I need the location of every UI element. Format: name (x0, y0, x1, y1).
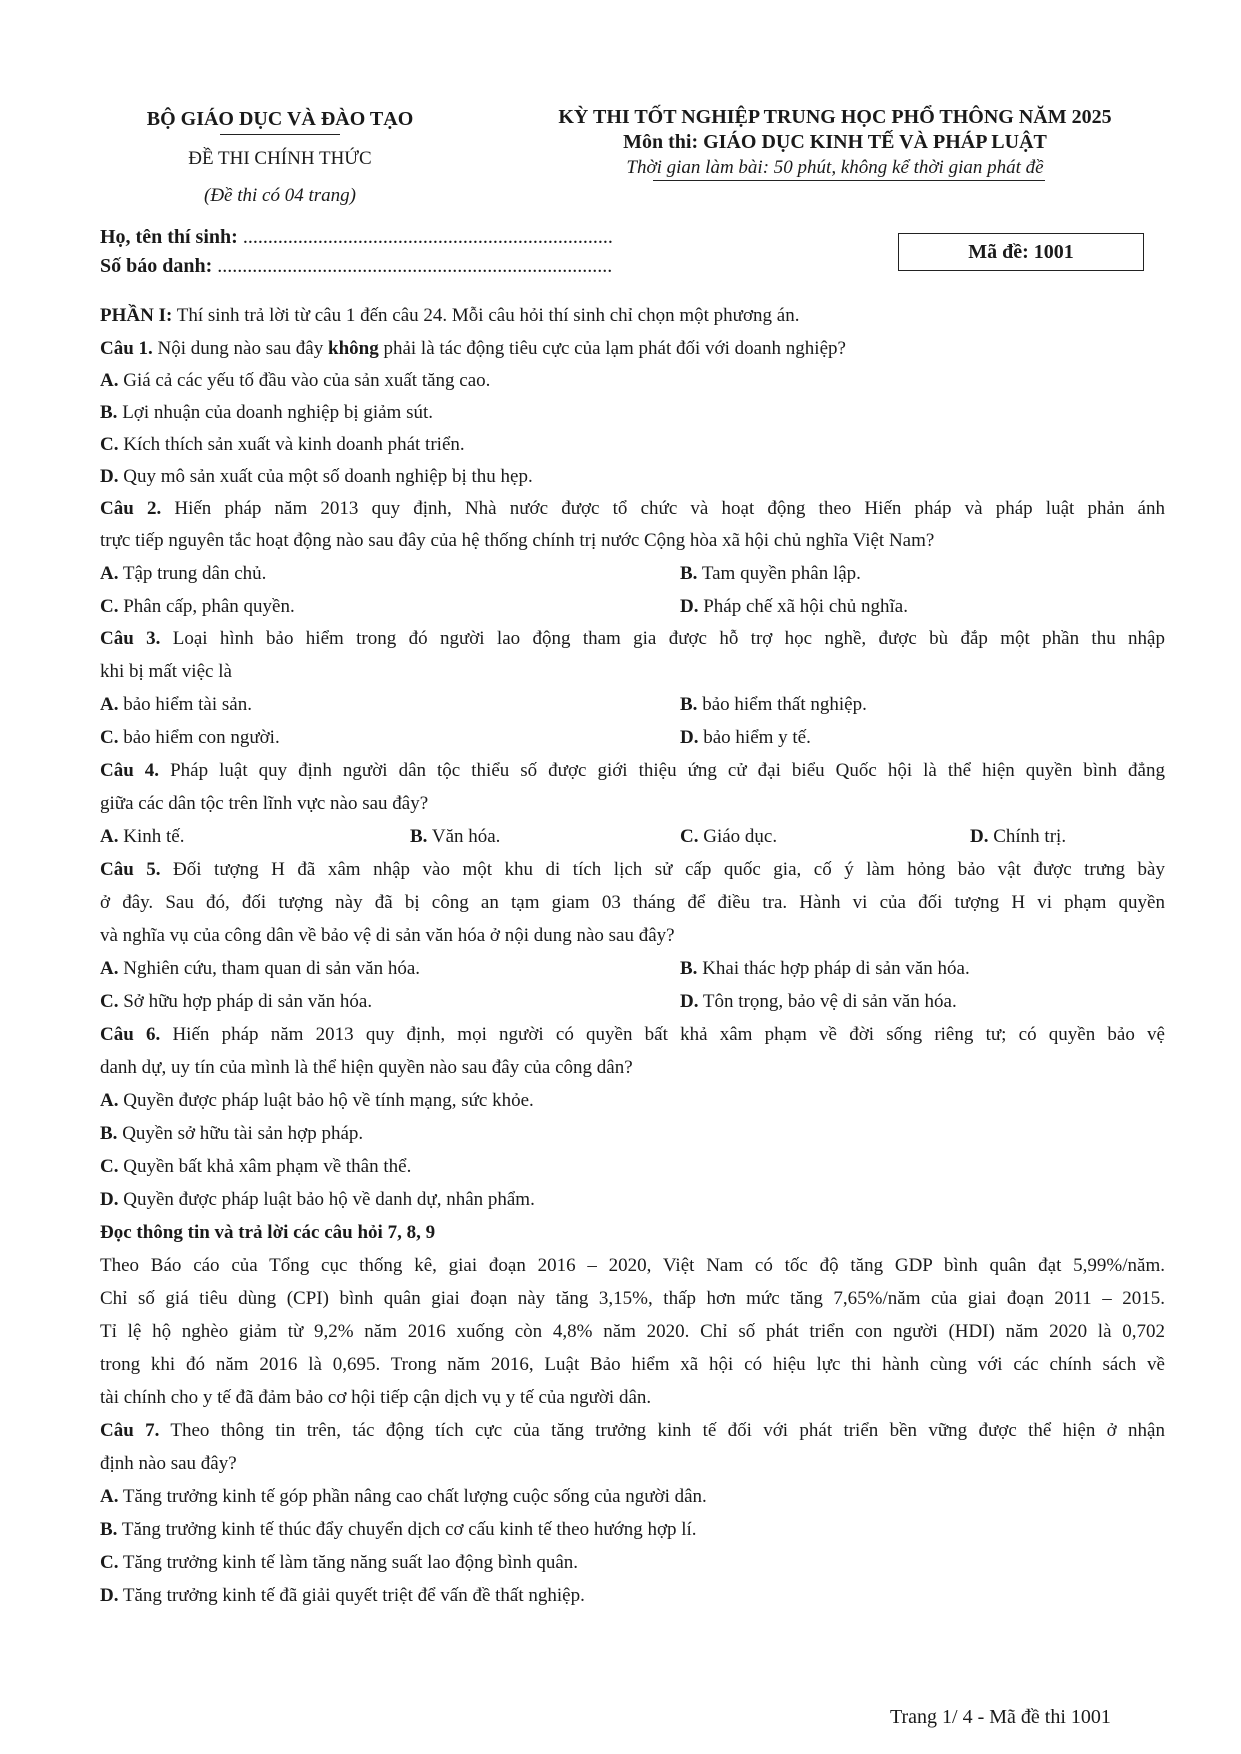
option-text: Sở hữu hợp pháp di sản văn hóa. (118, 991, 373, 1012)
option-letter: B. (680, 958, 698, 979)
option-letter: C. (100, 727, 119, 748)
option-letter: C. (100, 596, 119, 617)
q2-option-d (680, 596, 908, 618)
exam-code-box: Mã đề: 1001 (898, 233, 1144, 271)
time-underline (653, 180, 1045, 181)
q2-option-a (100, 563, 266, 585)
candidate-id-label: Số báo danh: (100, 255, 213, 277)
question-3-line-1 (100, 628, 1165, 650)
q5-option-d (680, 991, 957, 1013)
option-text: Giáo dục. (698, 826, 778, 847)
q2-option-b (680, 563, 861, 585)
reading-line-4: trong khi đó năm 2016 là 0,695. Trong năm 2016, Luật Bảo hiểm xã hội có hiệu lực thi hành cùng với các chính sách về (100, 1354, 1165, 1375)
q7-option-a (100, 1486, 707, 1508)
question-number: Câu 5. (100, 859, 161, 880)
option-text: Tam quyền phân lập. (697, 563, 861, 584)
option-text: bảo hiểm thất nghiệp. (697, 694, 867, 715)
q3-option-a (100, 694, 252, 716)
question-4-line-2: giữa các dân tộc trên lĩnh vực nào sau đây? (100, 793, 429, 814)
question-5-line-2: ở đây. Sau đó, đối tượng này đã bị công an tạm giam 03 tháng để điều tra. Hành vi của đối tượng H vi phạm quyền (100, 892, 1165, 913)
q4-option-c (680, 826, 777, 848)
question-text: Nội dung nào sau đây (152, 338, 328, 359)
header-left (120, 108, 440, 207)
option-letter: C. (680, 826, 699, 847)
option-letter: D. (970, 826, 989, 847)
question-text: Hiến pháp năm 2013 quy định, Nhà nước được tổ chức và hoạt động theo Hiến pháp và pháp luật phản ánh (161, 498, 1165, 519)
option-text: Quyền được pháp luật bảo hộ về danh dự, nhân phẩm. (118, 1189, 535, 1210)
option-letter: B. (410, 826, 428, 847)
candidate-name-dots: .......................................................................... (237, 226, 613, 248)
question-2-line-2: trực tiếp nguyên tắc hoạt động nào sau đây của hệ thống chính trị nước Cộng hòa xã hội chủ nghĩa Việt Nam? (100, 530, 935, 551)
candidate-name-line (100, 226, 613, 249)
option-letter: A. (100, 1090, 119, 1111)
reading-line-1: Theo Báo cáo của Tổng cục thống kê, giai đoạn 2016 – 2020, Việt Nam có tốc độ tăng GDP bình quân đạt 5,99%/năm. (100, 1255, 1165, 1276)
option-text: Giá cả các yếu tố đầu vào của sản xuất tăng cao. (118, 370, 491, 391)
option-letter: A. (100, 958, 119, 979)
question-3-line-2: khi bị mất việc là (100, 661, 232, 682)
reading-line-5: tài chính cho y tế đã đảm bảo cơ hội tiếp cận dịch vụ y tế của người dân. (100, 1387, 652, 1408)
option-text: bảo hiểm con người. (118, 727, 280, 748)
reading-line-3: Tỉ lệ hộ nghèo giảm từ 9,2% năm 2016 xuống còn 4,8% năm 2020. Chỉ số phát triển con người (HDI) năm 2020 là 0,702 (100, 1321, 1165, 1342)
option-letter: D. (100, 1189, 119, 1210)
option-text: Tập trung dân chủ. (118, 563, 267, 584)
ministry-underline (220, 134, 340, 135)
option-letter: D. (100, 466, 119, 487)
option-letter: D. (680, 991, 699, 1012)
q6-option-b (100, 1123, 363, 1145)
option-text: Khai thác hợp pháp di sản văn hóa. (697, 958, 970, 979)
question-7-line-2: định nào sau đây? (100, 1453, 237, 1474)
part1-text: Thí sinh trả lời từ câu 1 đến câu 24. Mỗi câu hỏi thí sinh chỉ chọn một phương án. (172, 305, 800, 326)
option-text: Nghiên cứu, tham quan di sản văn hóa. (118, 958, 421, 979)
option-letter: D. (680, 596, 699, 617)
candidate-name-label: Họ, tên thí sinh: (100, 226, 238, 248)
q2-option-c (100, 596, 295, 618)
option-letter: B. (100, 402, 118, 423)
option-letter: B. (100, 1519, 118, 1540)
q3-option-c (100, 727, 280, 749)
q6-option-a (100, 1090, 534, 1112)
option-text: bảo hiểm y tế. (698, 727, 811, 748)
page-footer: Trang 1/ 4 - Mã đề thi 1001 (890, 1706, 1111, 1728)
option-letter: C. (100, 991, 119, 1012)
q7-option-c (100, 1552, 578, 1574)
option-text: Kích thích sản xuất và kinh doanh phát triển. (118, 434, 465, 455)
q1-option-c (100, 434, 465, 456)
question-number: Câu 6. (100, 1024, 161, 1045)
option-text: Phân cấp, phân quyền. (118, 596, 295, 617)
option-text: Tăng trưởng kinh tế thúc đẩy chuyển dịch cơ cấu kinh tế theo hướng hợp lí. (117, 1519, 697, 1540)
candidate-id-line (100, 255, 612, 278)
part1-instruction (100, 305, 799, 327)
question-text: phải là tác động tiêu cực của lạm phát đối với doanh nghiệp? (378, 338, 846, 359)
q6-option-d (100, 1189, 535, 1211)
question-emphasis: không (328, 338, 379, 359)
official-label: ĐỀ THI CHÍNH THỨC (188, 148, 372, 169)
question-2-line-1 (100, 498, 1165, 520)
option-letter: B. (680, 694, 698, 715)
question-text: Đối tượng H đã xâm nhập vào một khu di tích lịch sử cấp quốc gia, cố ý làm hỏng bảo vật được trưng bày (160, 859, 1165, 880)
q1-option-d (100, 466, 533, 488)
question-number: Câu 3. (100, 628, 161, 649)
question-number: Câu 1. (100, 338, 153, 359)
time-line: Thời gian làm bài: 50 phút, không kể thời gian phát đề (626, 157, 1044, 178)
q3-option-d (680, 727, 811, 749)
option-letter: D. (100, 1585, 119, 1606)
header-right (505, 106, 1165, 181)
subject-line: Môn thi: GIÁO DỤC KINH TẾ VÀ PHÁP LUẬT (623, 131, 1047, 153)
option-letter: A. (100, 563, 119, 584)
q7-option-b (100, 1519, 697, 1541)
option-text: Quy mô sản xuất của một số doanh nghiệp bị thu hẹp. (118, 466, 533, 487)
question-6-line-1 (100, 1024, 1165, 1046)
option-text: bảo hiểm tài sản. (118, 694, 252, 715)
option-letter: A. (100, 826, 119, 847)
q5-option-b (680, 958, 970, 980)
question-4-line-1 (100, 760, 1165, 782)
option-letter: A. (100, 370, 119, 391)
question-text: Hiến pháp năm 2013 quy định, mọi người có quyền bất khả xâm phạm về đời sống riêng tư; có quyền bảo vệ (160, 1024, 1165, 1045)
question-number: Câu 2. (100, 498, 162, 519)
ministry-name: BỘ GIÁO DỤC VÀ ĐÀO TẠO (146, 108, 414, 130)
option-letter: B. (680, 563, 698, 584)
part1-label: PHẦN I: (100, 305, 173, 326)
option-letter: D. (680, 727, 699, 748)
question-1 (100, 338, 846, 360)
option-text: Tôn trọng, bảo vệ di sản văn hóa. (698, 991, 957, 1012)
option-letter: C. (100, 1552, 119, 1573)
question-text: Loại hình bảo hiểm trong đó người lao động tham gia được hỗ trợ học nghề, được bù đắp một phần thu nhập (160, 628, 1165, 649)
question-text: Pháp luật quy định người dân tộc thiểu số được giới thiệu ứng cử đại biểu Quốc hội là thể hiện quyền bình đẳng (159, 760, 1165, 781)
option-letter: A. (100, 694, 119, 715)
question-6-line-2: danh dự, uy tín của mình là thể hiện quyền nào sau đây của công dân? (100, 1057, 633, 1078)
option-text: Tăng trưởng kinh tế đã giải quyết triệt để vấn đề thất nghiệp. (118, 1585, 585, 1606)
option-letter: C. (100, 1156, 119, 1177)
page-count-note: (Đề thi có 04 trang) (204, 185, 356, 206)
option-text: Chính trị. (988, 826, 1067, 847)
option-text: Lợi nhuận của doanh nghiệp bị giảm sút. (117, 402, 434, 423)
reading-line-2: Chỉ số giá tiêu dùng (CPI) bình quân giai đoạn này tăng 3,15%, thấp hơn mức tăng 7,65%/năm của giai đoạn 2011 – 2015. (100, 1288, 1165, 1309)
exam-title: KỲ THI TỐT NGHIỆP TRUNG HỌC PHỔ THÔNG NĂM 2025 (558, 106, 1112, 128)
option-letter: B. (100, 1123, 118, 1144)
q5-option-a (100, 958, 420, 980)
q5-option-c (100, 991, 372, 1013)
question-text: Theo thông tin trên, tác động tích cực của tăng trưởng kinh tế đối với phát triển bền vững được thể hiện ở nhận (159, 1420, 1165, 1441)
q1-option-a (100, 370, 490, 392)
option-text: Tăng trưởng kinh tế góp phần nâng cao chất lượng cuộc sống của người dân. (118, 1486, 707, 1507)
q4-option-d (970, 826, 1066, 848)
reading-title: Đọc thông tin và trả lời các câu hỏi 7, 8, 9 (100, 1222, 436, 1243)
option-text: Pháp chế xã hội chủ nghĩa. (698, 596, 908, 617)
option-text: Quyền được pháp luật bảo hộ về tính mạng, sức khỏe. (118, 1090, 534, 1111)
question-5-line-1 (100, 859, 1165, 881)
q1-option-b (100, 402, 433, 424)
option-letter: C. (100, 434, 119, 455)
option-text: Tăng trưởng kinh tế làm tăng năng suất lao động bình quân. (118, 1552, 579, 1573)
question-number: Câu 7. (100, 1420, 160, 1441)
candidate-id-dots: ............................................................................... (212, 255, 613, 277)
option-text: Kinh tế. (118, 826, 185, 847)
option-letter: A. (100, 1486, 119, 1507)
question-number: Câu 4. (100, 760, 160, 781)
q4-option-a (100, 826, 184, 848)
q4-option-b (410, 826, 500, 848)
option-text: Văn hóa. (427, 826, 501, 847)
question-7-line-1 (100, 1420, 1165, 1442)
option-text: Quyền bất khả xâm phạm về thân thể. (118, 1156, 412, 1177)
q7-option-d (100, 1585, 585, 1607)
question-5-line-3: và nghĩa vụ của công dân về bảo vệ di sản văn hóa ở nội dung nào sau đây? (100, 925, 675, 946)
q3-option-b (680, 694, 867, 716)
option-text: Quyền sở hữu tài sản hợp pháp. (117, 1123, 364, 1144)
q6-option-c (100, 1156, 411, 1178)
